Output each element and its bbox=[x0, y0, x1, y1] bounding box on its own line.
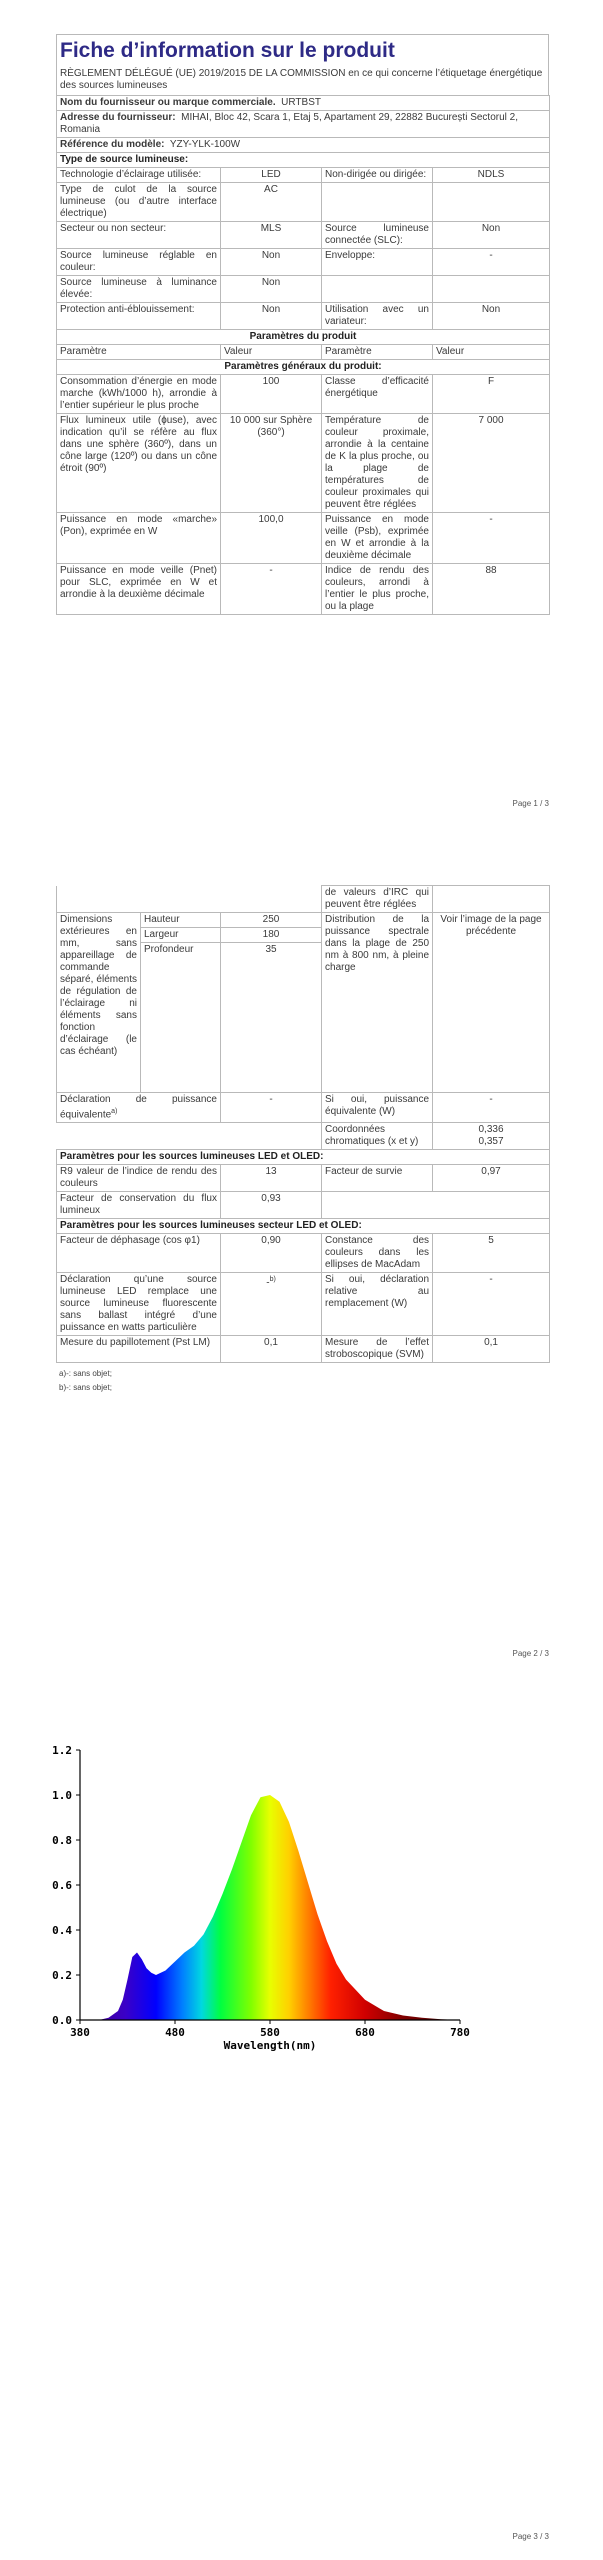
r9-value: 13 bbox=[221, 1165, 322, 1192]
row-value: Non bbox=[433, 303, 550, 330]
supplier-address-row bbox=[57, 111, 550, 138]
model-row bbox=[57, 138, 550, 153]
product-params-heading-row bbox=[57, 330, 550, 345]
product-info-table-continued bbox=[56, 885, 550, 1363]
energy-label: Consommation d’énergie en mode marche (kWh/1000 h), arrondie à l’entier supérieur le plus proche bbox=[57, 375, 221, 414]
row-value: Non bbox=[433, 222, 550, 249]
source-type-row bbox=[57, 168, 550, 183]
survival-value: 0,97 bbox=[433, 1165, 550, 1192]
source-type-row bbox=[57, 183, 550, 222]
power-on-label: Puissance en mode «marche» (Pon), exprimée en W bbox=[57, 513, 221, 564]
height-label: Hauteur bbox=[141, 913, 221, 928]
chroma-x: 0,336 bbox=[478, 1124, 504, 1136]
cri-value: 88 bbox=[433, 564, 550, 615]
footnote-b: b)-: sans objet; bbox=[59, 1383, 112, 1393]
replace-label: Déclaration qu’une source lumineuse LED remplace une source lumineuse fluorescente sans ballast intégré d’une puissance en watts particulière bbox=[57, 1273, 221, 1336]
replace-footnote-ref: b) bbox=[269, 1276, 276, 1284]
column-header-row bbox=[57, 345, 550, 360]
x-tick-label: 780 bbox=[450, 2026, 470, 2039]
maintenance-row bbox=[57, 1192, 550, 1219]
y-tick-label: 0.2 bbox=[52, 1969, 72, 1982]
spd-value: Voir l’image de la page précédente bbox=[433, 913, 550, 1093]
pf-row bbox=[57, 1234, 550, 1273]
row-value: MLS bbox=[221, 222, 322, 249]
supplier-name-label: Nom du fournisseur ou marque commerciale. bbox=[60, 97, 276, 108]
replace-watts-label: Si oui, déclaration relative au remplacement (W) bbox=[322, 1273, 433, 1336]
flicker-value: 0,1 bbox=[221, 1336, 322, 1363]
height-value: 250 bbox=[221, 913, 322, 928]
equiv-label: Déclaration de puissance équivalente bbox=[60, 1094, 217, 1121]
flux-label: Flux lumineux utile (ɸuse), avec indication qu’il se réfère au flux dans une sphère (360º), dans un cône large (120º) ou dans un cône étroit (90º) bbox=[57, 414, 221, 513]
regulation-text: RÈGLEMENT DÉLÉGUÉ (UE) 2019/2015 DE LA COMMISSION en ce qui concerne l’étiquetage énergétique des sources lumineuses bbox=[60, 68, 543, 91]
row-label: Type de culot de la source lumineuse (ou d’autre interface électrique) bbox=[57, 183, 221, 222]
cct-value: 7 000 bbox=[433, 414, 550, 513]
equiv-power-value: - bbox=[433, 1093, 550, 1123]
y-tick-label: 0.4 bbox=[52, 1924, 72, 1937]
energy-value: 100 bbox=[221, 375, 322, 414]
flicker-label: Mesure du papillotement (Pst LM) bbox=[57, 1336, 221, 1363]
svm-value: 0,1 bbox=[433, 1336, 550, 1363]
product-info-table bbox=[56, 95, 550, 615]
source-type-row bbox=[57, 222, 550, 249]
x-tick-label: 380 bbox=[70, 2026, 90, 2039]
spectrum-chart bbox=[0, 1700, 603, 2060]
x-axis-title: Wavelength(nm) bbox=[223, 2039, 317, 2052]
standby-value: - bbox=[433, 513, 550, 564]
col-header: Paramètre bbox=[57, 345, 221, 360]
maintenance-value: 0,93 bbox=[221, 1192, 322, 1219]
page-number: Page 2 / 3 bbox=[512, 1649, 549, 1658]
row-value: NDLS bbox=[433, 168, 550, 183]
chroma-row bbox=[57, 1123, 550, 1150]
source-type-row bbox=[57, 249, 550, 276]
model-value: YZY-YLK-100W bbox=[169, 139, 241, 150]
row-label: Protection anti-éblouissement: bbox=[57, 303, 221, 330]
class-label: Classe d’efficacité énergétique bbox=[322, 375, 433, 414]
row-value: Non bbox=[221, 303, 322, 330]
net-standby-row bbox=[57, 564, 550, 615]
source-type-heading-row bbox=[57, 153, 550, 168]
cct-label: Température de couleur proximale, arrondie à la centaine de K la plus proche, ou la plage de températures de couleur proximales qui peuvent être réglées bbox=[322, 414, 433, 513]
row-value bbox=[433, 276, 550, 303]
general-params-heading-row bbox=[57, 360, 550, 375]
macadam-label: Constance des couleurs dans les ellipses de MacAdam bbox=[322, 1234, 433, 1273]
flicker-row bbox=[57, 1336, 550, 1363]
power-row bbox=[57, 513, 550, 564]
cri-continued-row bbox=[57, 886, 550, 913]
row-label bbox=[322, 276, 433, 303]
macadam-value: 5 bbox=[433, 1234, 550, 1273]
survival-label: Facteur de survie bbox=[322, 1165, 433, 1192]
equiv-value: - bbox=[221, 1093, 322, 1123]
r9-label: R9 valeur de l’indice de rendu des couleurs bbox=[57, 1165, 221, 1192]
equiv-power-label: Si oui, puissance équivalente (W) bbox=[322, 1093, 433, 1123]
width-value: 180 bbox=[221, 928, 322, 943]
footnote-a: a)-: sans objet; bbox=[59, 1369, 112, 1379]
class-value: F bbox=[433, 375, 550, 414]
dimensions-label: Dimensions extérieures en mm, sans appareillage de commande séparé, éléments de régulation de l’éclairage ni éléments sans fonction d’éclairage (le cas échéant) bbox=[57, 913, 141, 1093]
flux-row bbox=[57, 414, 550, 513]
mains-params-heading: Paramètres pour les sources lumineuses secteur LED et OLED: bbox=[57, 1219, 550, 1234]
source-type-row bbox=[57, 303, 550, 330]
row-value: Non bbox=[221, 276, 322, 303]
r9-row bbox=[57, 1165, 550, 1192]
flux-value: 10 000 sur Sphère (360°) bbox=[221, 414, 322, 513]
page-number: Page 1 / 3 bbox=[512, 799, 549, 808]
source-type-row bbox=[57, 276, 550, 303]
equiv-row: Déclaration de puissance équivalente$^{a)}$ - Si oui, puissance équivalente (W) - bbox=[57, 1093, 550, 1123]
supplier-name-value: URTBST bbox=[281, 97, 321, 108]
row-label: Secteur ou non secteur: bbox=[57, 222, 221, 249]
svm-label: Mesure de l’effet stroboscopique (SVM) bbox=[322, 1336, 433, 1363]
maintenance-label: Facteur de conservation du flux lumineux bbox=[57, 1192, 221, 1219]
energy-row bbox=[57, 375, 550, 414]
net-standby-label: Puissance en mode veille (Pnet) pour SLC, exprimée en W et arrondie à la deuxième décimale bbox=[57, 564, 221, 615]
row-value: LED bbox=[221, 168, 322, 183]
row-value: - bbox=[433, 249, 550, 276]
page-number: Page 3 / 3 bbox=[512, 2532, 549, 2541]
row-value: AC bbox=[221, 183, 322, 222]
row-label: Technologie d’éclairage utilisée: bbox=[57, 168, 221, 183]
width-label: Largeur bbox=[141, 928, 221, 943]
dimensions-row bbox=[57, 913, 550, 928]
row-label: Source lumineuse réglable en couleur: bbox=[57, 249, 221, 276]
x-tick-label: 680 bbox=[355, 2026, 375, 2039]
spectrum-area bbox=[80, 1795, 460, 2020]
y-tick-label: 0.0 bbox=[52, 2014, 72, 2027]
supplier-address-label: Adresse du fournisseur: bbox=[60, 112, 176, 123]
standby-label: Puissance en mode veille (Psb), exprimée en W et arrondie à la deuxième décimale bbox=[322, 513, 433, 564]
page-3 bbox=[0, 1700, 603, 2560]
row-value bbox=[433, 183, 550, 222]
chroma-y: 0,357 bbox=[478, 1136, 504, 1148]
col-header: Paramètre bbox=[322, 345, 433, 360]
row-label: Non-dirigée ou dirigée: bbox=[322, 168, 433, 183]
replace-value: - bbox=[266, 1277, 270, 1289]
cri-label-continued: de valeurs d’IRC qui peuvent être réglées bbox=[322, 886, 433, 913]
header-box bbox=[56, 34, 549, 95]
source-type-heading: Type de source lumineuse: bbox=[57, 153, 550, 168]
led-params-heading-row bbox=[57, 1150, 550, 1165]
page-1 bbox=[0, 0, 603, 830]
x-tick-label: 580 bbox=[260, 2026, 280, 2039]
general-params-heading: Paramètres généraux du produit: bbox=[57, 360, 550, 375]
supplier-name-row bbox=[57, 96, 550, 111]
replace-row bbox=[57, 1273, 550, 1336]
replace-watts-value: - bbox=[433, 1273, 550, 1336]
chroma-label: Coordonnées chromatiques (x et y) bbox=[322, 1123, 433, 1150]
col-header: Valeur bbox=[221, 345, 322, 360]
depth-label: Profondeur bbox=[141, 943, 221, 1093]
pf-label: Facteur de déphasage (cos φ1) bbox=[57, 1234, 221, 1273]
col-header: Valeur bbox=[433, 345, 550, 360]
y-tick-label: 0.6 bbox=[52, 1879, 72, 1892]
depth-value: 35 bbox=[221, 943, 322, 1093]
model-label: Référence du modèle: bbox=[60, 139, 165, 150]
row-label: Utilisation avec un variateur: bbox=[322, 303, 433, 330]
spd-label: Distribution de la puissance spectrale dans la plage de 250 nm à 800 nm, à pleine charge bbox=[322, 913, 433, 1093]
row-label bbox=[322, 183, 433, 222]
supplier-address-value: MIHAI, Bloc 42, Scara 1, Etaj 5, Apartament 29, 22882 București Sectorul 2, Romania bbox=[60, 112, 519, 135]
product-params-heading: Paramètres du produit bbox=[57, 330, 550, 345]
row-label: Source lumineuse à luminance élevée: bbox=[57, 276, 221, 303]
y-tick-label: 1.0 bbox=[52, 1789, 72, 1802]
power-on-value: 100,0 bbox=[221, 513, 322, 564]
page-2 bbox=[0, 885, 603, 1665]
y-tick-label: 0.8 bbox=[52, 1834, 72, 1847]
net-standby-value: - bbox=[221, 564, 322, 615]
row-label: Enveloppe: bbox=[322, 249, 433, 276]
mains-params-heading-row bbox=[57, 1219, 550, 1234]
x-tick-label: 480 bbox=[165, 2026, 185, 2039]
row-label: Source lumineuse connectée (SLC): bbox=[322, 222, 433, 249]
row-value: Non bbox=[221, 249, 322, 276]
pf-value: 0,90 bbox=[221, 1234, 322, 1273]
cri-label: Indice de rendu des couleurs, arrondi à l’entier le plus proche, ou la plage bbox=[322, 564, 433, 615]
led-params-heading: Paramètres pour les sources lumineuses LED et OLED: bbox=[57, 1150, 550, 1165]
page-title: Fiche d’information sur le produit bbox=[60, 39, 395, 62]
y-tick-label: 1.2 bbox=[52, 1744, 72, 1757]
